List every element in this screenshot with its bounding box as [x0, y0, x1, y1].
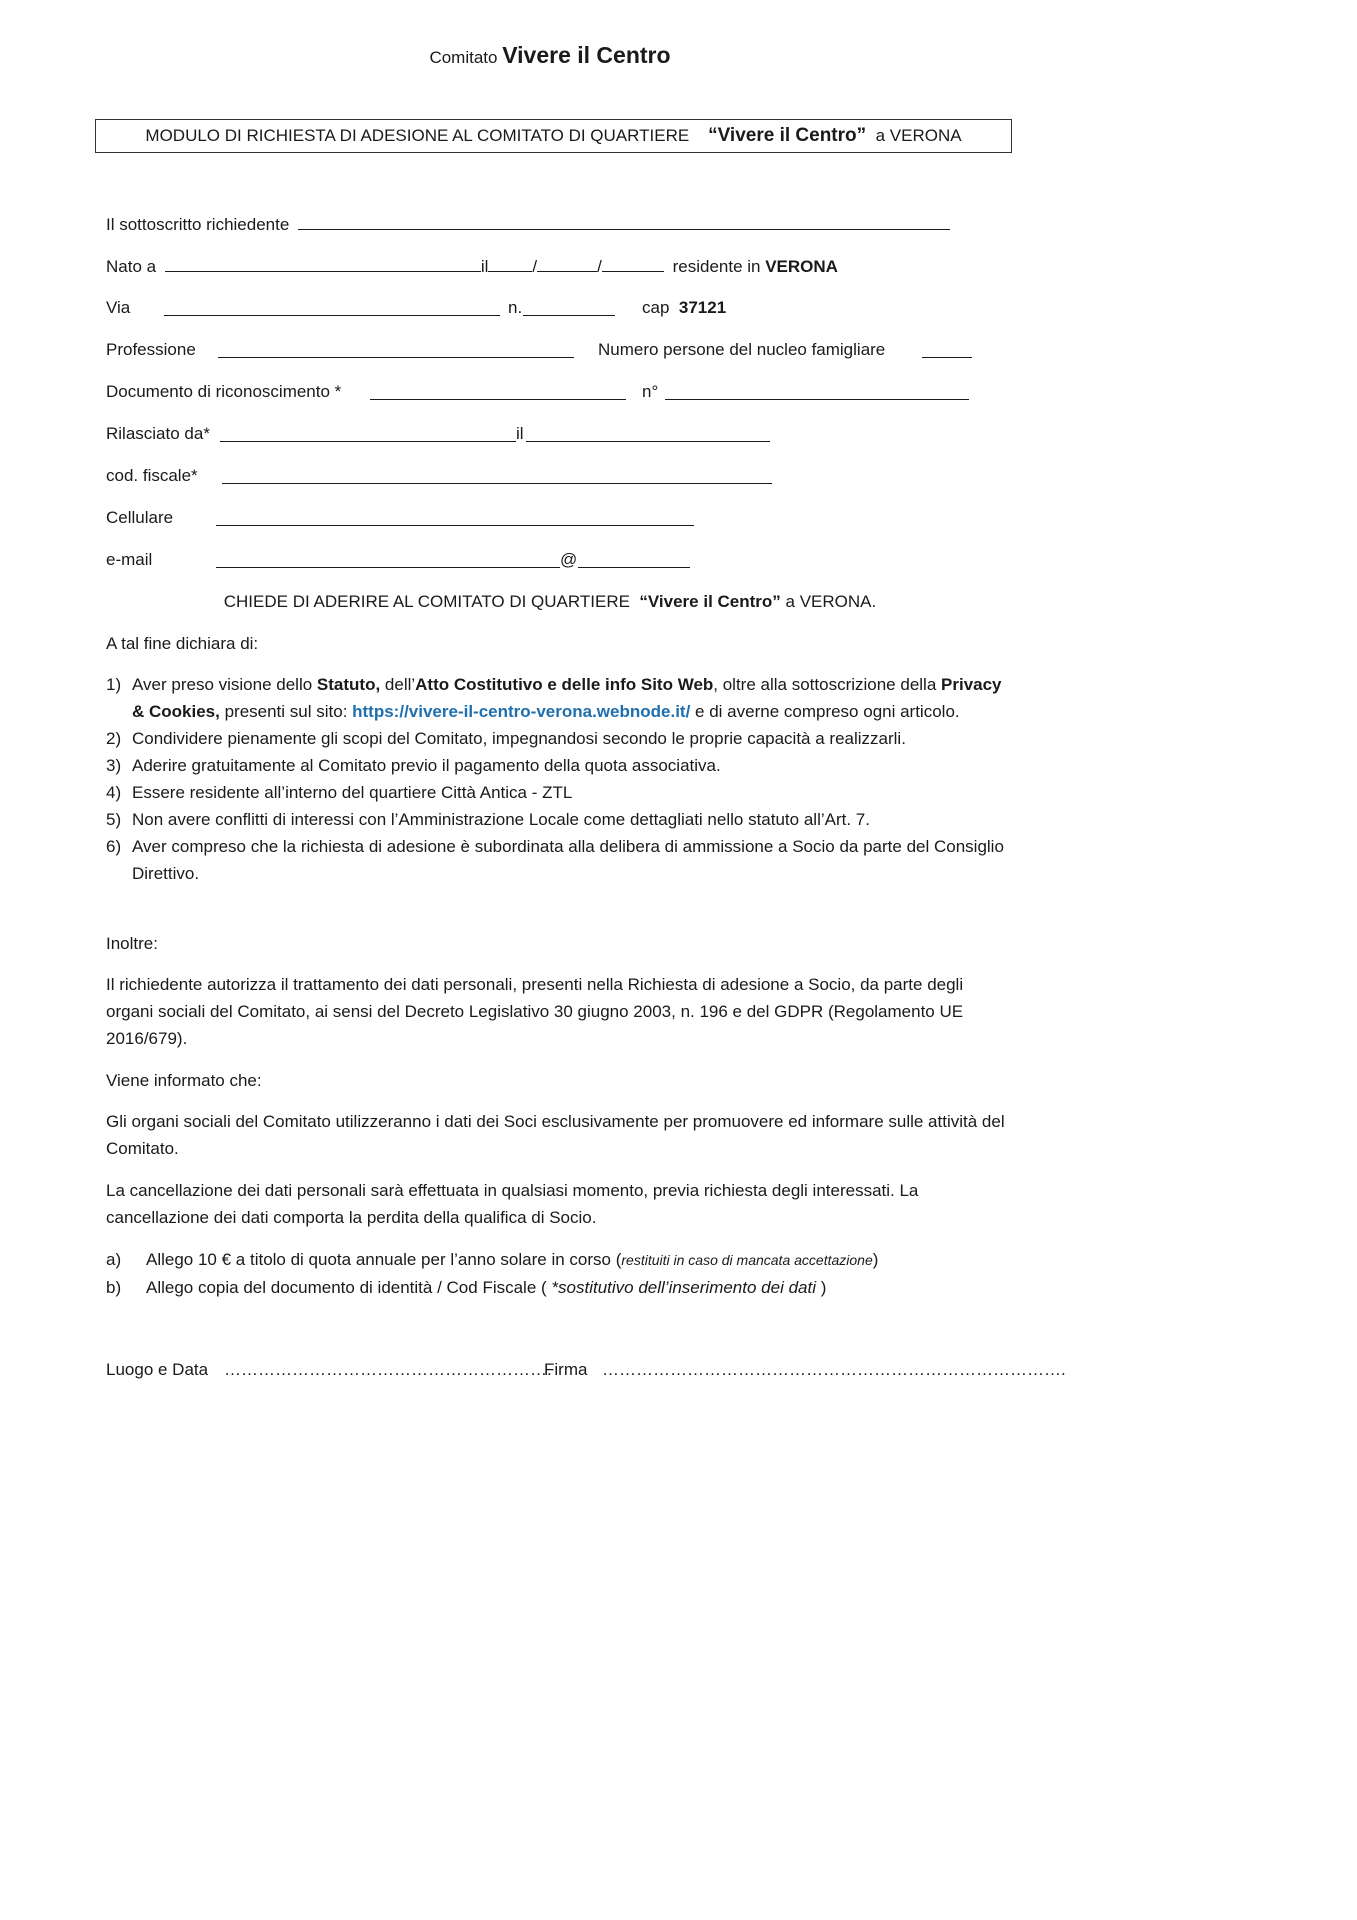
- label-email: e-mail: [106, 550, 153, 569]
- inoltre-heading: Inoltre:: [106, 934, 158, 953]
- field-row-email: [106, 548, 152, 572]
- input-line-anno[interactable]: [602, 254, 664, 272]
- field-row-nascita: [106, 254, 838, 278]
- field-row-documento: [106, 380, 341, 404]
- header-prefix: Comitato: [429, 48, 498, 67]
- input-line-numero-civico[interactable]: [523, 298, 615, 316]
- page-header: [0, 42, 1100, 69]
- label-sottoscritto: Il sottoscritto richiedente: [106, 215, 290, 234]
- dichiarazioni-list: [106, 671, 1006, 887]
- label-documento: Documento di riconoscimento *: [106, 382, 342, 401]
- list-item-letter: b): [106, 1278, 122, 1297]
- label-il: il: [480, 257, 489, 276]
- label-numero-documento: n°: [642, 382, 659, 401]
- title-pre: MODULO DI RICHIESTA DI ADESIONE AL COMITATO DI QUARTIERE: [145, 126, 690, 145]
- header-brand: Vivere il Centro: [502, 42, 671, 68]
- list-item-text: Condividere pienamente gli scopi del Comitato, impegnandosi secondo le proprie capacità a realizzarli.: [132, 729, 906, 748]
- label-rilasciato: Rilasciato da*: [106, 424, 210, 443]
- label-cod-fiscale: cod. fiscale*: [106, 466, 198, 485]
- label-cap: cap 37121: [642, 298, 727, 317]
- list-item-number: 1): [106, 675, 122, 694]
- field-row-professione: [106, 338, 196, 362]
- list-item: [106, 1246, 1006, 1274]
- list-item-text: Aver preso visione dello Statuto, dell’Atto Costitutivo e delle info Sito Web, oltre alla sottoscrizione della Privacy & Cookies, presenti sul sito: https://vivere-il-centro-verona.webnode.it/ e di averne compreso ogni articolo.: [132, 675, 1002, 721]
- list-item: [106, 1274, 1006, 1302]
- label-nato-a: Nato a: [106, 257, 157, 276]
- label-luogo-data: Luogo e Data: [106, 1360, 209, 1379]
- input-line-email-domain[interactable]: [578, 550, 690, 568]
- informato-heading: Viene informato che:: [106, 1071, 262, 1090]
- slash-2: /: [597, 257, 602, 276]
- dichiara-intro: A tal fine dichiara di:: [106, 634, 259, 653]
- input-line-cod-fiscale[interactable]: [222, 466, 772, 484]
- value-verona: VERONA: [765, 257, 838, 276]
- sito-web-link[interactable]: https://vivere-il-centro-verona.webnode.it/: [352, 702, 691, 721]
- label-residente: residente in: [672, 257, 761, 276]
- organi-paragraph: Gli organi sociali del Comitato utilizzeranno i dati dei Soci esclusivamente per promuovere ed informare sulle attività del Comitato.: [106, 1112, 1005, 1158]
- input-dots-luogo-data[interactable]: ………………………………………………….: [224, 1360, 552, 1379]
- label-via: Via: [106, 298, 131, 317]
- list-item-number: 6): [106, 837, 122, 856]
- email-at-sign: @: [560, 550, 578, 569]
- chiede-brand: “Vivere il Centro”: [639, 592, 781, 611]
- chiede-post: a VERONA.: [785, 592, 877, 611]
- list-item: [106, 725, 1006, 752]
- list-item-text: Essere residente all’interno del quartiere Città Antica - ZTL: [132, 783, 573, 802]
- input-line-nome[interactable]: [298, 212, 950, 230]
- label-firma: Firma: [544, 1360, 588, 1379]
- list-item-text: Allego copia del documento di identità / Cod Fiscale ( *sostitutivo dell’inserimento dei dati ): [146, 1278, 827, 1297]
- value-cap: 37121: [678, 298, 727, 317]
- input-line-professione[interactable]: [218, 340, 574, 358]
- autorizza-paragraph: Il richiedente autorizza il trattamento dei dati personali, presenti nella Richiesta di adesione a Socio, da parte degli organi sociali del Comitato, ai sensi del Decreto Legislativo 30 giugno 2003, n. 196 e del GDPR (Regolamento UE 2016/679).: [106, 975, 964, 1048]
- chiede-pre: CHIEDE DI ADERIRE AL COMITATO DI QUARTIERE: [223, 592, 630, 611]
- list-item-number: 5): [106, 810, 122, 829]
- input-line-email-user[interactable]: [216, 550, 560, 568]
- input-line-numero-persone[interactable]: [922, 340, 972, 358]
- list-item: [106, 833, 1006, 887]
- allegati-list: [106, 1246, 1006, 1302]
- field-row-via: [106, 296, 130, 320]
- input-line-via[interactable]: [164, 298, 500, 316]
- input-line-giorno[interactable]: [488, 254, 532, 272]
- title-brand: “Vivere il Centro”: [708, 125, 867, 146]
- list-item-text: Allego 10 € a titolo di quota annuale per l’anno solare in corso (restituiti in caso di mancata accettazione): [146, 1250, 879, 1269]
- input-line-numero-documento[interactable]: [665, 382, 969, 400]
- input-line-data-rilascio[interactable]: [526, 424, 770, 442]
- field-row-cod-fiscale: [106, 464, 198, 488]
- label-cellulare: Cellulare: [106, 508, 174, 527]
- label-rilascio-il: il: [516, 424, 524, 443]
- input-line-rilasciato[interactable]: [220, 424, 516, 442]
- list-item-number: 2): [106, 729, 122, 748]
- list-item-text: Aderire gratuitamente al Comitato previo il pagamento della quota associativa.: [132, 756, 721, 775]
- field-row-rilasciato: [106, 422, 210, 446]
- label-professione: Professione: [106, 340, 196, 359]
- input-dots-firma[interactable]: ……………………………………………………………………….: [602, 1360, 1066, 1379]
- list-item-number: 4): [106, 783, 122, 802]
- list-item-letter: a): [106, 1250, 122, 1269]
- cancellazione-paragraph: La cancellazione dei dati personali sarà effettuata in qualsiasi momento, previa richiesta degli interessati. La cancellazione dei dati comporta la perdita della qualifica di Socio.: [106, 1181, 919, 1227]
- form-title: [95, 119, 1012, 153]
- list-item-text: Aver compreso che la richiesta di adesione è subordinata alla delibera di ammissione a Socio da parte del Consiglio Direttivo.: [132, 837, 1004, 883]
- input-line-mese[interactable]: [537, 254, 597, 272]
- list-item-text: Non avere conflitti di interessi con l’Amministrazione Locale come dettagliati nello statuto all’Art. 7.: [132, 810, 870, 829]
- label-numero-persone: Numero persone del nucleo famigliare: [598, 340, 886, 359]
- input-line-documento[interactable]: [370, 382, 626, 400]
- field-row-sottoscritto: [106, 212, 950, 236]
- chiede-statement: [0, 590, 1100, 614]
- label-numero-civico: n.: [508, 298, 523, 317]
- list-item: [106, 779, 1006, 806]
- list-item-number: 3): [106, 756, 122, 775]
- input-line-cellulare[interactable]: [216, 508, 694, 526]
- list-item: [106, 806, 1006, 833]
- slash-1: /: [532, 257, 538, 276]
- title-post: a VERONA: [875, 126, 962, 145]
- input-line-luogo-nascita[interactable]: [165, 254, 481, 272]
- field-row-cellulare: [106, 506, 173, 530]
- list-item: [106, 752, 1006, 779]
- list-item: [106, 671, 1006, 725]
